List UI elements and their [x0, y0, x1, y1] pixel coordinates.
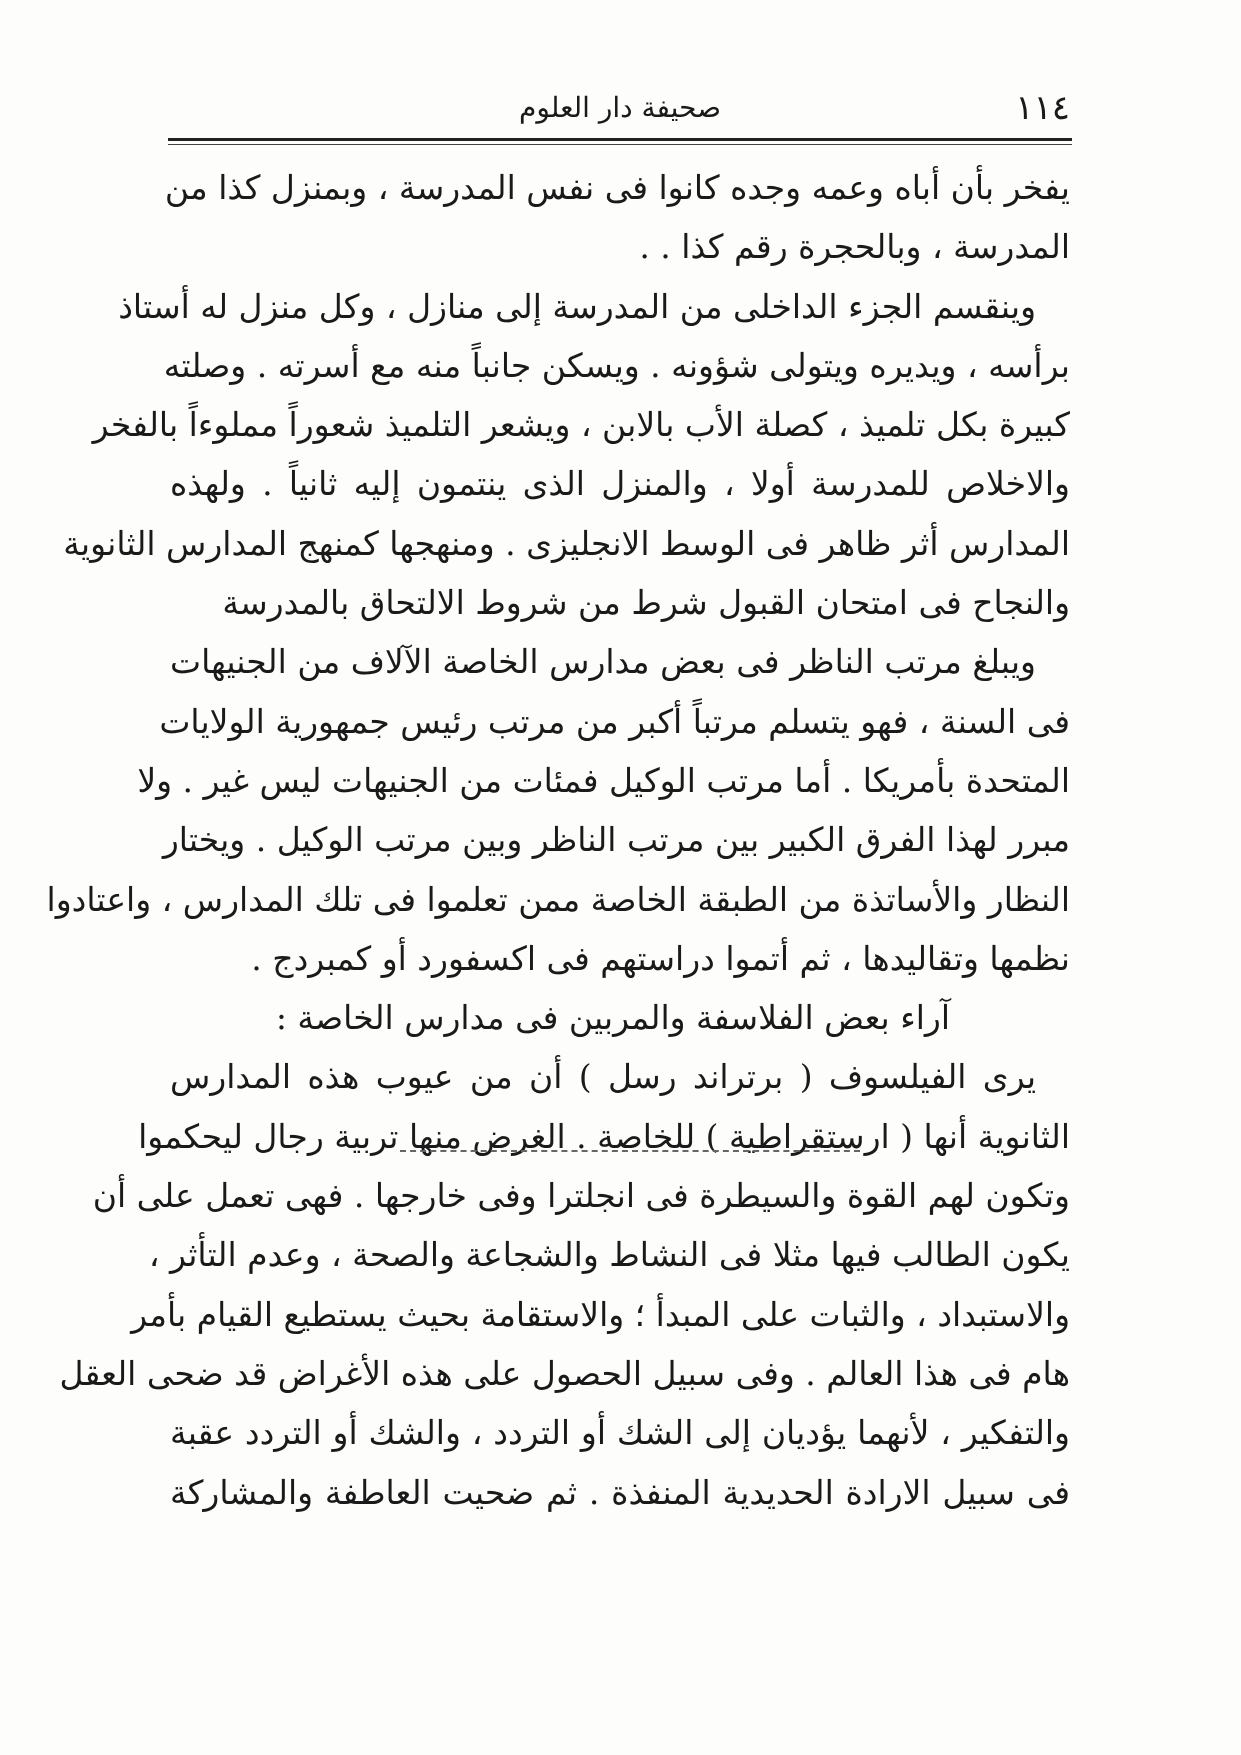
text-line: نظمها وتقاليدها ، ثم أتموا دراستهم فى اكسفورد أو كمبردج .	[251, 938, 1070, 978]
text-line: والاخلاص للمدرسة أولا ، والمنزل الذى ينتمون إليه ثانياً . ولهذه	[170, 464, 1070, 504]
text-line: وتكون لهم القوة والسيطرة فى انجلترا وفى خارجها . فهى تعمل على أن	[92, 1176, 1070, 1216]
text-line: مبرر لهذا الفرق الكبير بين مرتب الناظر وبين مرتب الوكيل . ويختار	[162, 820, 1070, 860]
header-rule-thin	[168, 144, 1072, 145]
text-line: يفخر بأن أباه وعمه وجده كانوا فى نفس المدرسة ، وبمنزل كذا من	[164, 168, 1070, 207]
text-line: المدارس أثر ظاهر فى الوسط الانجليزى . ومنهجها كمنهج المدارس الثانوية	[63, 523, 1070, 563]
text-line: والتفكير ، لأنهما يؤديان إلى الشك أو التردد ، والشك أو التردد عقبة	[170, 1413, 1070, 1453]
text-line: الثانوية أنها ( ارستقراطية ) للخاصة . الغرض منها تربية رجال ليحكموا	[138, 1116, 1070, 1156]
text-line: والاستبداد ، والثبات على المبدأ ؛ والاستقامة بحيث يستطيع القيام بأمر	[131, 1294, 1070, 1334]
text-line: برأسه ، ويديره ويتولى شؤونه . ويسكن جانباً منه مع أسرته . وصلته	[163, 345, 1070, 385]
text-line: كبيرة بكل تلميذ ، كصلة الأب بالابن ، ويشعر التلميذ شعوراً مملوءاً بالفخر	[92, 405, 1070, 445]
text-line: المدرسة ، وبالحجرة رقم كذا . .	[639, 227, 1070, 267]
text-line: فى سبيل الارادة الحديدية المنفذة . ثم ضحيت العاطفة والمشاركة	[170, 1472, 1070, 1512]
header-rule	[168, 138, 1072, 141]
page-header	[170, 86, 1070, 130]
paragraph-start-line: وينقسم الجزء الداخلى من المدرسة إلى منازل ، وكل منزل له أستاذ	[118, 286, 1036, 326]
section-subheading: آراء بعض الفلاسفة والمربين فى مدارس الخاصة :	[275, 998, 950, 1038]
paragraph-start-line: ويبلغ مرتب الناظر فى بعض مدارس الخاصة الآلاف من الجنيهات	[170, 642, 1036, 682]
text-line: النظار والأساتذة من الطبقة الخاصة ممن تعلموا فى تلك المدارس ، واعتادوا	[46, 879, 1070, 919]
subheading-underline	[400, 1150, 860, 1152]
paragraph-start-line: يرى الفيلسوف ( برتراند رسل ) أن من عيوب هذه المدارس	[170, 1057, 1036, 1097]
text-line: يكون الطالب فيها مثلا فى النشاط والشجاعة والصحة ، وعدم التأثر ،	[148, 1235, 1070, 1275]
text-line: والنجاح فى امتحان القبول شرط من شروط الالتحاق بالمدرسة	[222, 583, 1070, 623]
text-line: فى السنة ، فهو يتسلم مرتباً أكبر من مرتب رئيس جمهورية الولايات	[159, 701, 1070, 741]
text-line: هام فى هذا العالم . وفى سبيل الحصول على هذه الأغراض قد ضحى العقل	[59, 1353, 1070, 1393]
body-text	[46, 158, 1070, 1522]
page-number: ١١٤	[1015, 88, 1070, 128]
text-line: المتحدة بأمريكا . أما مرتب الوكيل فمئات من الجنيهات ليس غير . ولا	[137, 760, 1070, 800]
running-title: صحيفة دار العلوم	[519, 91, 721, 124]
